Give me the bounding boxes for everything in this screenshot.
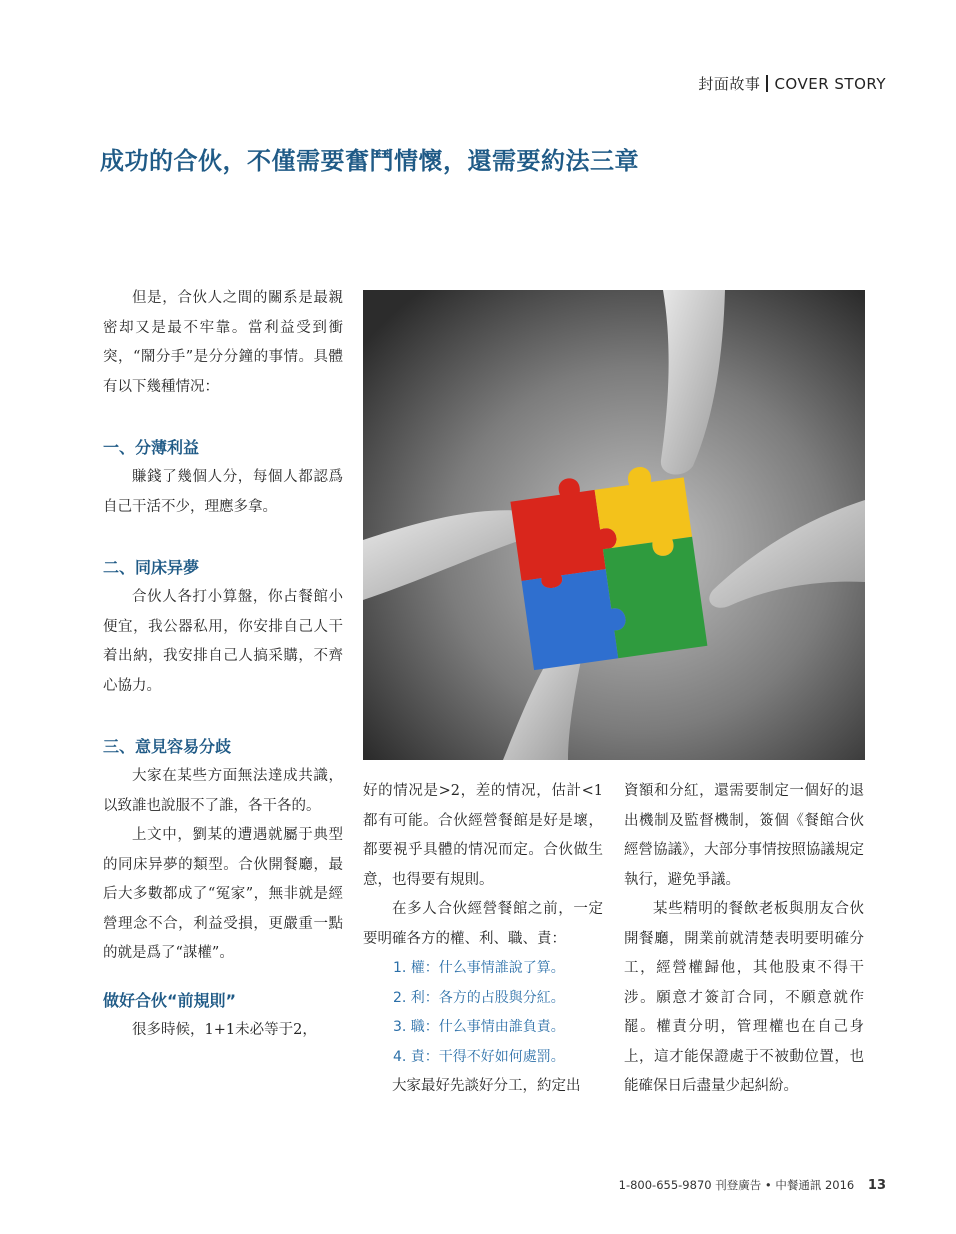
- subhead-3: 三、意見容易分歧: [103, 737, 232, 756]
- col2-paragraph-1: 好的情况是>2，差的情况，估計<1都有可能。合伙經營餐館是好是壞，都要視乎具體的情况而定。合伙做生意，也得要有規則。: [363, 783, 603, 888]
- puzzle-photo: [363, 290, 865, 760]
- section-label-en: COVER STORY: [774, 75, 886, 93]
- section-2-body: 合伙人各打小算盤，你占餐館小便宜，我公器私用，你安排自己人干着出納，我安排自己人搞采購，不齊心協力。: [103, 589, 343, 694]
- intro-paragraph: 但是，合伙人之間的關系是最親密却又是最不牢靠。當利益受到衝突，“鬧分手”是分分鐘的事情。具體有以下幾種情况：: [103, 290, 343, 395]
- section-label-cn: 封面故事: [698, 75, 761, 93]
- puzzle-piece-green: [603, 537, 707, 658]
- section-3-body: 大家在某些方面無法達成共識，以致誰也說服不了誰，各干各的。: [103, 768, 343, 814]
- page-number: 13: [867, 1178, 886, 1193]
- paragraph-3: 很多時候，1+1未必等于2，: [132, 1021, 317, 1038]
- subhead-1: 一、分薄利益: [103, 438, 200, 457]
- subhead-2: 二、同床异夢: [103, 558, 200, 577]
- col3-paragraph-2: 某些精明的餐飲老板與朋友合伙開餐廳，開業前就清楚表明要明確分工，經營權歸他，其他股東不得干涉。願意才簽訂合同，不願意就作罷。權責分明，管理權也在自己身上，這才能保證處于不被動位置，也能確保日后盡量少起糾紛。: [624, 901, 864, 1094]
- footer-text: 刊登廣告 • 中餐通訊 2016: [715, 1178, 855, 1192]
- column-3: [624, 777, 864, 1102]
- list-item-1: 1. 權：什么事情誰說了算。: [393, 960, 565, 976]
- column-2: [363, 777, 603, 1102]
- paragraph-2: 上文中，劉某的遭遇就屬于典型的同床异夢的類型。合伙開餐廳，最后大多數都成了“冤家”，無非就是經營理念不合，利益受損，更嚴重一點的就是爲了“謀權”。: [103, 827, 343, 961]
- subhead-4: 做好合伙“前規則”: [103, 990, 237, 1010]
- article-headline: 成功的合伙，不僅需要奮鬥情懷，還需要約法三章: [100, 147, 639, 175]
- page-footer: [619, 1177, 886, 1193]
- col3-paragraph-1: 資額和分紅，還需要制定一個好的退出機制及監督機制，簽個《餐館合伙經營協議》，大部分事情按照協議規定執行，避免爭議。: [624, 783, 864, 888]
- divider: [766, 75, 768, 92]
- list-item-3: 3. 職：什么事情由誰負責。: [393, 1019, 565, 1035]
- puzzle-hands-illustration: [363, 290, 865, 760]
- list-item-4: 4. 責：干得不好如何處罰。: [393, 1048, 565, 1065]
- col2-paragraph-3: 大家最好先談好分工，約定出: [392, 1078, 581, 1094]
- section-1-body: 賺錢了幾個人分，每個人都認爲自己干活不少，理應多拿。: [103, 469, 343, 515]
- column-1: [103, 284, 343, 1045]
- footer-phone: 1-800-655-9870: [618, 1178, 712, 1192]
- col2-paragraph-2: 在多人合伙經營餐館之前，一定要明確各方的權、利、職、責：: [363, 901, 603, 947]
- list-item-2: 2. 利：各方的占股與分紅。: [393, 989, 565, 1006]
- section-label: [698, 73, 886, 94]
